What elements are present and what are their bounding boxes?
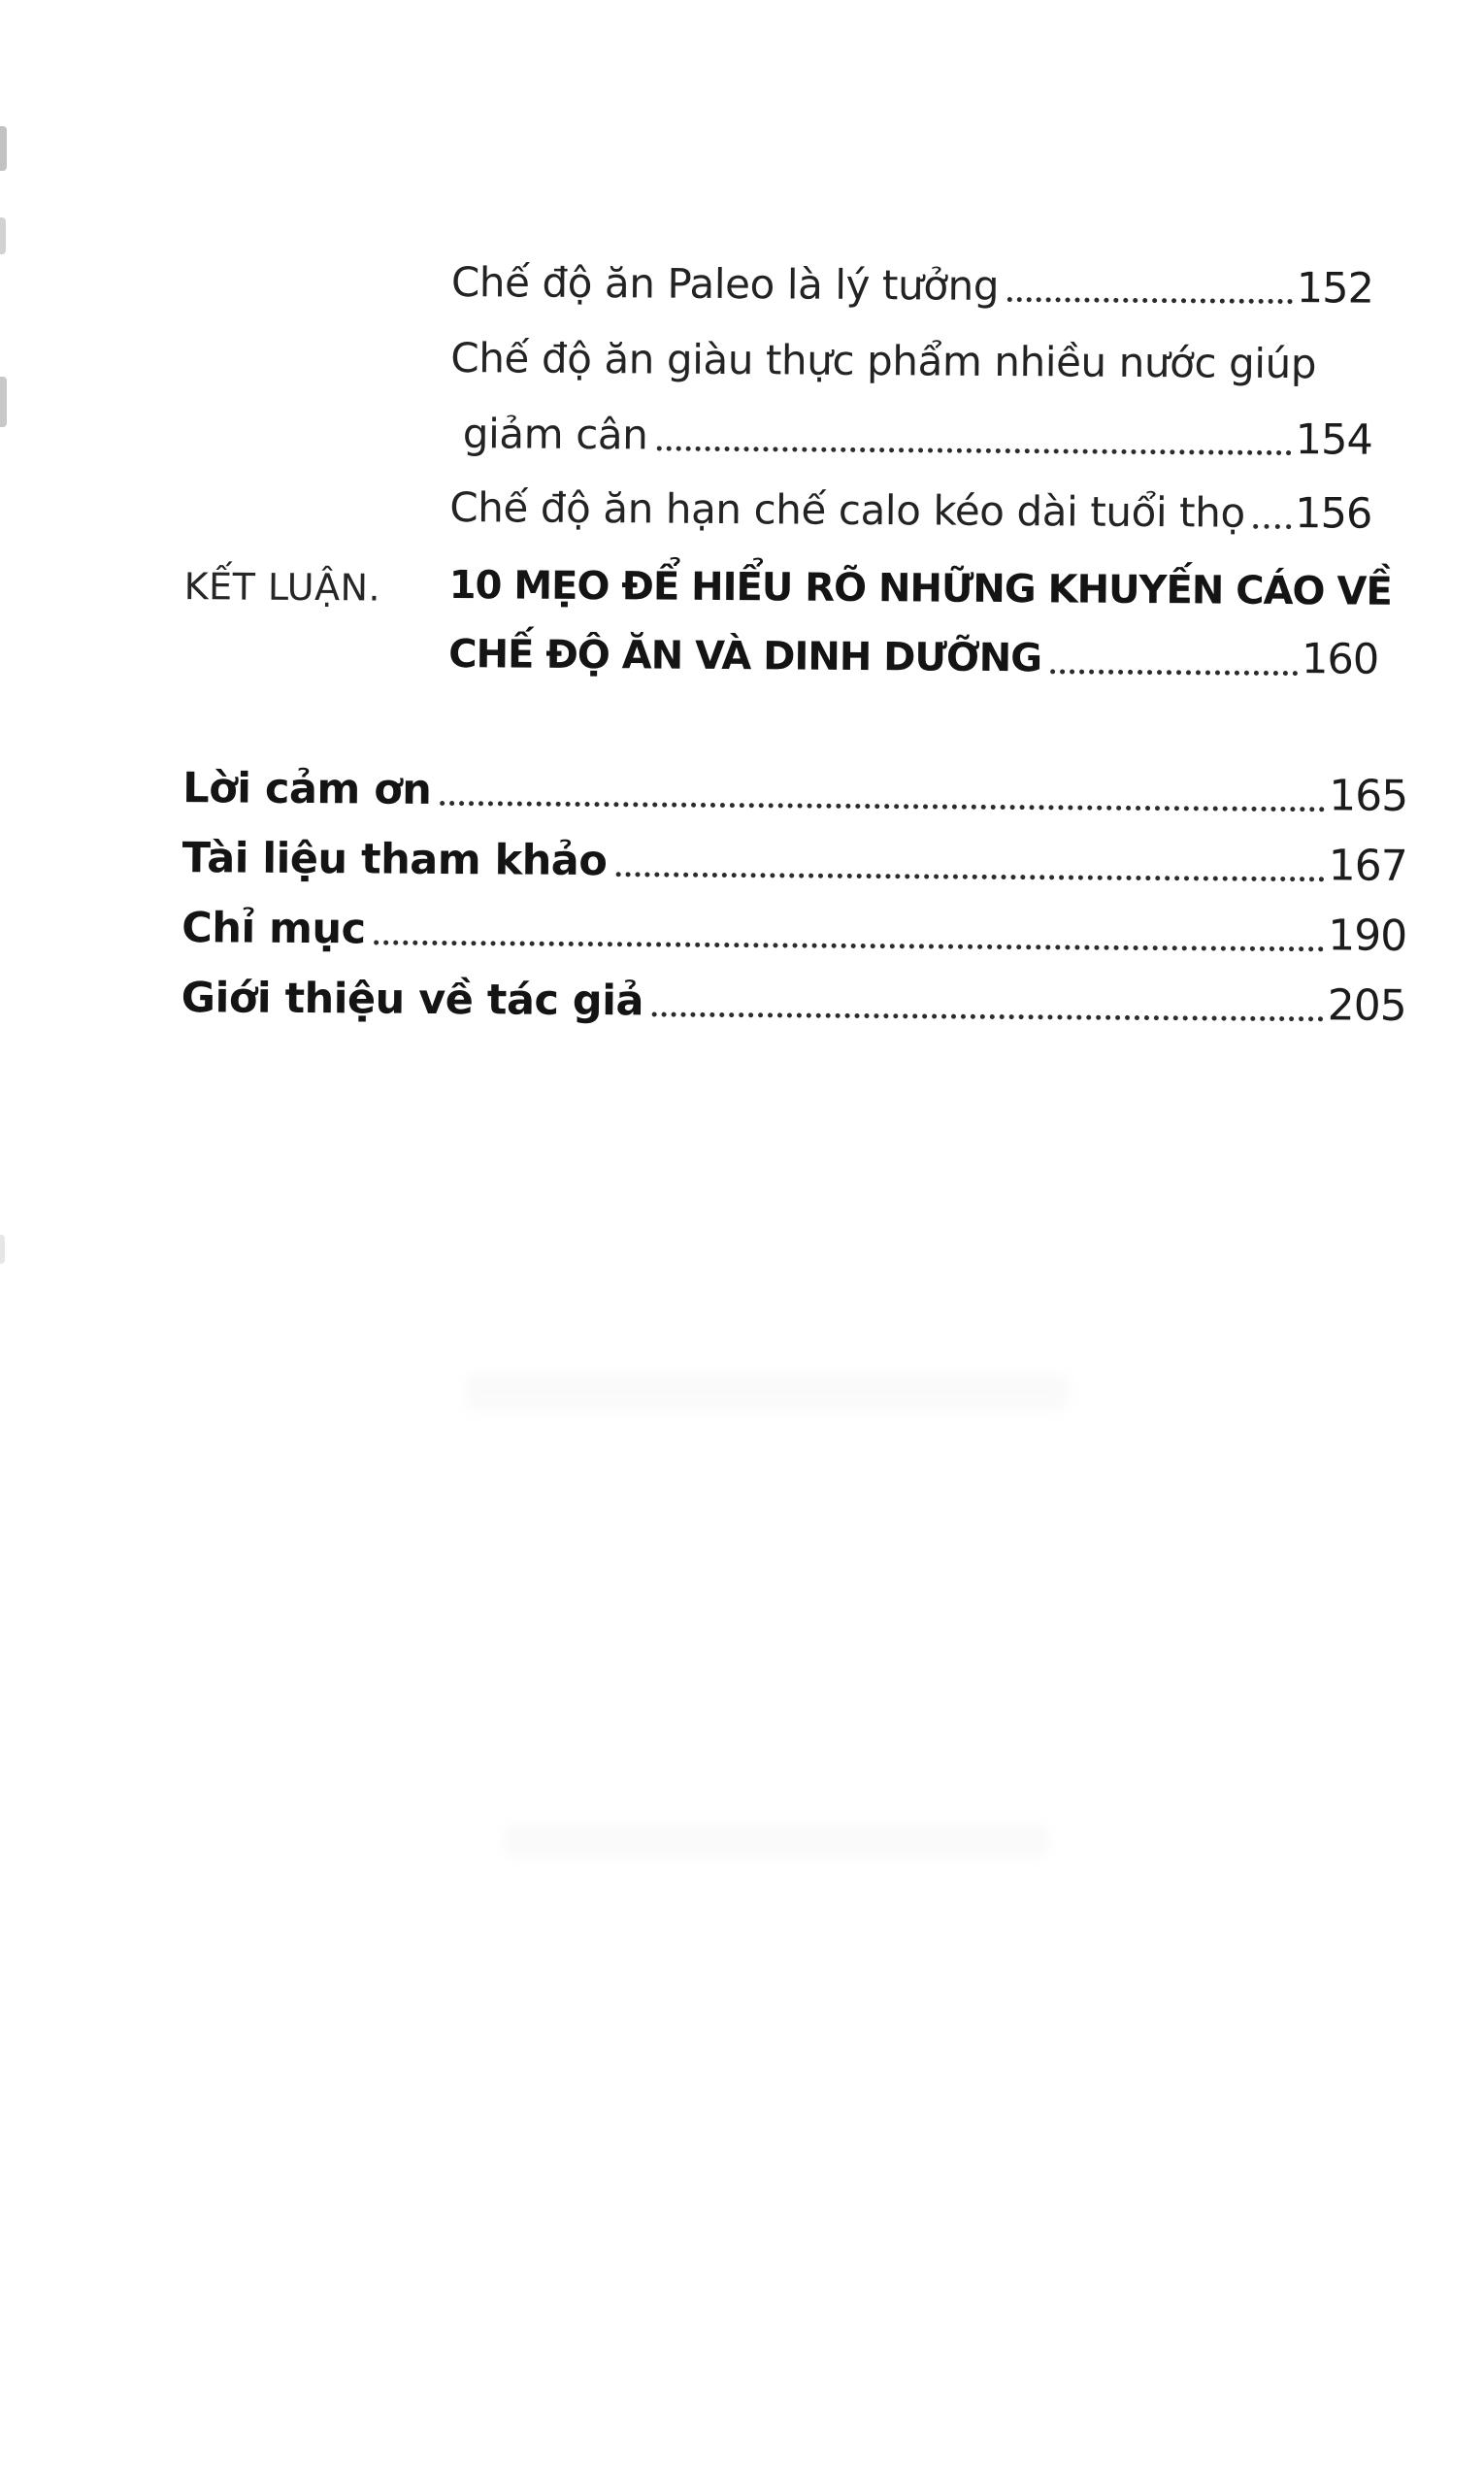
page-number: 156 [1295,489,1372,539]
chapter-title-line: 10 MẸO ĐỂ HIỂU RÕ NHỮNG KHUYẾN CÁO VỀ [448,563,1392,614]
chapter-label: KẾT LUẬN. [183,565,381,610]
toc-entry [450,334,1372,388]
page-number: 152 [1296,264,1374,314]
dot-leader [1007,297,1293,304]
toc-entry-title: Chỉ mục [181,904,366,954]
dot-leader [440,801,1325,812]
dot-leader [652,1011,1324,1021]
toc-chapter-entry [448,563,1392,614]
toc-entry [451,258,1373,314]
dot-leader [1254,524,1292,529]
toc-entry [181,903,1406,961]
dot-leader [656,447,1291,456]
dot-leader [374,940,1324,951]
toc-entry [463,410,1372,465]
toc-entry-title: Chế độ ăn giàu thực phẩm nhiều nước giúp [450,334,1317,388]
chapter-title-line: CHẾ ĐỘ ĂN VÀ DINH DƯỠNG [448,632,1042,681]
toc-entry-title: Tài liệu tham khảo [181,834,608,886]
page-number: 167 [1328,841,1407,891]
toc-chapter-entry [448,629,1378,684]
dot-leader [1050,669,1298,676]
toc-entry [181,973,1406,1031]
toc-entry [182,833,1407,891]
toc-entry [449,483,1371,539]
toc-entry-title: Giới thiệu về tác giả [181,974,644,1026]
dot-leader [615,872,1324,881]
page-number: 205 [1327,980,1406,1031]
toc-entry-title: Lời cảm ơn [182,764,432,814]
page-number: 190 [1328,911,1407,961]
toc-entry-title: Chế độ ăn Paleo là lý tưởng [450,258,1000,310]
toc-entry-title: giảm cân [462,410,648,459]
toc-entry-title: Chế độ ăn hạn chế calo kéo dài tuổi thọ [449,483,1245,537]
page-number: 160 [1301,635,1379,684]
page-number: 165 [1329,771,1408,821]
page-number: 154 [1295,415,1372,465]
toc-entry [182,763,1407,821]
